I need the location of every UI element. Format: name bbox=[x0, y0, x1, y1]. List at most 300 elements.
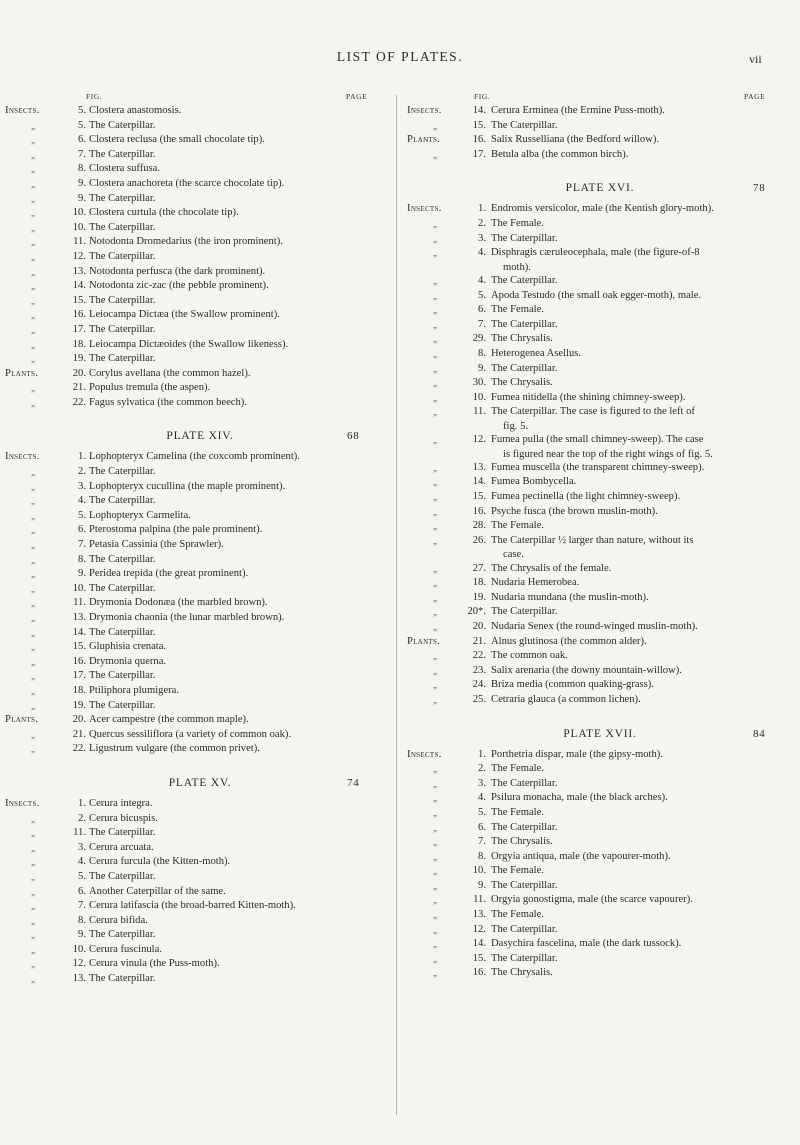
figure-number: 6. bbox=[78, 885, 86, 897]
figure-number: 5. bbox=[78, 105, 86, 116]
entry-text: Orgyia antiqua, male (the vapourer-moth). bbox=[491, 850, 671, 862]
list-item bbox=[400, 475, 800, 490]
ditto-mark: „ bbox=[31, 554, 35, 565]
entry-text: Fumea pectinella (the light chimney-sweep). bbox=[491, 491, 681, 503]
ditto-mark: „ bbox=[31, 583, 35, 594]
figure-number: 13. bbox=[72, 973, 86, 985]
column-divider bbox=[396, 95, 397, 1115]
entry-text: Lophopteryx cucullina (the maple prominent). bbox=[89, 480, 286, 492]
figure-number: 21. bbox=[72, 382, 86, 394]
ditto-mark: „ bbox=[31, 397, 35, 408]
entry-text: Clostera suffusa. bbox=[89, 163, 161, 175]
list-item bbox=[0, 972, 400, 987]
ditto-mark: „ bbox=[31, 383, 35, 394]
figure-number: 10. bbox=[72, 582, 86, 594]
figure-number: 2. bbox=[478, 763, 486, 775]
entry-text: Fumea nitidella (the shining chimney-sweep). bbox=[491, 391, 686, 403]
entry-text: Leiocampa Dictæoides (the Swallow likeness). bbox=[89, 338, 289, 350]
figure-number: 14. bbox=[472, 105, 486, 116]
entry-text: The Caterpillar. bbox=[491, 318, 558, 330]
figure-number: 12. bbox=[72, 958, 86, 970]
figure-number: 4. bbox=[478, 274, 486, 286]
ditto-mark: „ bbox=[433, 477, 437, 488]
list-item bbox=[0, 713, 400, 728]
figure-number: 11. bbox=[73, 236, 86, 248]
figure-number: 28. bbox=[472, 520, 486, 532]
entry-text: The Female. bbox=[491, 909, 544, 921]
entry-text: The Caterpillar. bbox=[89, 495, 156, 507]
list-item bbox=[400, 362, 800, 377]
ditto-mark: „ bbox=[31, 164, 35, 175]
figure-number: 12. bbox=[472, 923, 486, 935]
ditto-mark: „ bbox=[433, 492, 437, 503]
list-item bbox=[400, 791, 800, 806]
ditto-mark: „ bbox=[433, 233, 437, 244]
right-column bbox=[400, 92, 800, 981]
figure-number: 8. bbox=[78, 163, 86, 175]
figure-number: 24. bbox=[472, 679, 486, 691]
list-item bbox=[0, 221, 400, 236]
entry-text: Salix arenaria (the downy mountain-willow). bbox=[491, 664, 682, 676]
ditto-mark: „ bbox=[433, 363, 437, 374]
figure-number: 4. bbox=[78, 495, 86, 507]
list-item bbox=[0, 928, 400, 943]
entry-text: Drymonia chaonia (the lunar marbled brown). bbox=[89, 612, 285, 623]
entry-text: The Caterpillar. bbox=[89, 148, 156, 160]
ditto-mark: „ bbox=[433, 778, 437, 789]
ditto-mark: „ bbox=[433, 535, 437, 546]
ditto-mark: „ bbox=[31, 525, 35, 536]
figure-number: 17. bbox=[72, 670, 86, 682]
list-item bbox=[0, 582, 400, 597]
list-item bbox=[0, 465, 400, 480]
plate-page: 84 bbox=[753, 727, 766, 740]
figure-number: 27. bbox=[472, 562, 486, 574]
entry-text: Lophopteryx Camelina (the coxcomb prominent). bbox=[89, 451, 300, 463]
entry-text: The common oak. bbox=[491, 650, 568, 662]
figure-number: 9. bbox=[78, 929, 86, 941]
figure-number: 4. bbox=[478, 792, 486, 804]
figure-number: 8. bbox=[78, 914, 86, 926]
category-label: Plants. bbox=[407, 134, 441, 146]
figure-number: 7. bbox=[478, 836, 486, 848]
ditto-mark: „ bbox=[31, 886, 35, 897]
list-item bbox=[0, 133, 400, 148]
figure-number: 16. bbox=[472, 505, 486, 517]
left-column bbox=[0, 92, 400, 987]
ditto-mark: „ bbox=[31, 295, 35, 306]
entry-text: The Caterpillar. bbox=[491, 232, 558, 244]
ditto-mark: „ bbox=[433, 764, 437, 775]
entry-text: Another Caterpillar of the same. bbox=[89, 885, 226, 897]
ditto-mark: „ bbox=[31, 266, 35, 277]
ditto-mark: „ bbox=[433, 837, 437, 848]
ditto-mark: „ bbox=[31, 613, 35, 623]
figure-number: 9. bbox=[78, 177, 86, 189]
figure-number: 16. bbox=[72, 309, 86, 321]
entry-text: Petasia Cassinia (the Sprawler). bbox=[89, 539, 224, 551]
list-item bbox=[400, 246, 800, 261]
list-item bbox=[400, 289, 800, 304]
figure-number: 3. bbox=[78, 480, 86, 492]
list-item bbox=[400, 591, 800, 606]
list-item bbox=[0, 655, 400, 670]
list-item bbox=[0, 338, 400, 353]
ditto-mark: „ bbox=[31, 642, 35, 653]
entry-text: Pterostoma palpina (the pale prominent). bbox=[89, 524, 263, 536]
list-item bbox=[0, 841, 400, 856]
ditto-mark: „ bbox=[31, 354, 35, 365]
entry-text: The Caterpillar. bbox=[491, 923, 558, 935]
ditto-mark: „ bbox=[433, 392, 437, 403]
entry-text: Ptiliphora plumigera. bbox=[89, 684, 180, 696]
entry-text: The Caterpillar. bbox=[89, 294, 156, 306]
figure-number: 9. bbox=[478, 879, 486, 891]
list-item bbox=[400, 332, 800, 347]
entry-text: The Chrysalis. bbox=[491, 333, 553, 345]
figure-number: 16. bbox=[472, 134, 486, 146]
entry-text: The Caterpillar. bbox=[491, 821, 558, 833]
list-item bbox=[400, 318, 800, 333]
figure-number: 1. bbox=[478, 203, 486, 215]
figure-number: 10. bbox=[72, 207, 86, 219]
figure-number: 17. bbox=[72, 323, 86, 335]
list-item bbox=[0, 699, 400, 714]
figure-number: 9. bbox=[478, 362, 486, 374]
ditto-mark: „ bbox=[433, 651, 437, 662]
figure-number: 19. bbox=[472, 591, 486, 603]
ditto-mark: „ bbox=[31, 120, 35, 131]
category-label: Insects. bbox=[407, 203, 442, 215]
list-item bbox=[0, 294, 400, 309]
plate-title: PLATE XIV. bbox=[166, 430, 234, 443]
ditto-mark: „ bbox=[31, 496, 35, 507]
list-item bbox=[0, 899, 400, 914]
entry-text: The Caterpillar. The case is figured to the left of bbox=[491, 406, 695, 418]
list-item bbox=[0, 553, 400, 568]
list-item bbox=[0, 352, 400, 367]
list-item bbox=[400, 148, 800, 163]
list-item bbox=[400, 678, 800, 693]
figure-number: 13. bbox=[472, 909, 486, 921]
ditto-mark: „ bbox=[31, 901, 35, 912]
list-item bbox=[400, 274, 800, 289]
ditto-mark: „ bbox=[31, 871, 35, 882]
figure-number: 2. bbox=[78, 812, 86, 824]
list-item bbox=[400, 376, 800, 391]
ditto-mark: „ bbox=[31, 944, 35, 955]
category-label: Insects. bbox=[5, 105, 40, 116]
figure-number: 6. bbox=[478, 304, 486, 316]
ditto-mark: „ bbox=[433, 851, 437, 862]
entry-text: The Caterpillar. bbox=[491, 119, 558, 131]
entry-text: The Caterpillar. bbox=[89, 582, 156, 594]
list-item bbox=[0, 381, 400, 396]
ditto-mark: „ bbox=[433, 435, 437, 446]
list-item bbox=[400, 405, 800, 420]
figure-number: 13. bbox=[472, 461, 486, 473]
figure-number: 6. bbox=[78, 134, 86, 146]
entry-text: fig. 5. bbox=[503, 420, 529, 432]
ditto-mark: „ bbox=[31, 974, 35, 985]
entry-text: The Caterpillar. bbox=[89, 221, 156, 233]
figure-number: 11. bbox=[73, 597, 86, 609]
list-item bbox=[400, 821, 800, 836]
entry-text: The Caterpillar. bbox=[89, 670, 156, 682]
list-item bbox=[400, 119, 800, 134]
plate-heading bbox=[0, 422, 400, 450]
entry-text: Cerura bifida. bbox=[89, 914, 148, 926]
list-item bbox=[0, 323, 400, 338]
entry-text: Psilura monacha, male (the black arches). bbox=[491, 792, 668, 804]
ditto-mark: „ bbox=[31, 842, 35, 853]
ditto-mark: „ bbox=[31, 467, 35, 478]
ditto-mark: „ bbox=[31, 959, 35, 970]
fig-page-header bbox=[400, 92, 800, 104]
ditto-mark: „ bbox=[433, 120, 437, 131]
ditto-mark: „ bbox=[433, 793, 437, 804]
page-number: vii bbox=[749, 52, 762, 66]
figure-number: 5. bbox=[478, 289, 486, 301]
category-label: Insects. bbox=[407, 105, 442, 116]
plate-title: PLATE XVII. bbox=[563, 727, 637, 740]
figure-number: 7. bbox=[78, 148, 86, 160]
figure-number: 25. bbox=[472, 693, 486, 705]
figure-number: 3. bbox=[478, 777, 486, 789]
ditto-mark: „ bbox=[31, 569, 35, 580]
entry-text: The Caterpillar. bbox=[491, 274, 558, 286]
ditto-mark: „ bbox=[433, 895, 437, 906]
figure-number: 14. bbox=[72, 280, 86, 292]
entry-text: The Caterpillar. bbox=[89, 353, 156, 365]
list-item bbox=[0, 855, 400, 870]
figure-number: 20. bbox=[472, 620, 486, 632]
entry-text: The Caterpillar. bbox=[89, 973, 156, 985]
page-label: PAGE bbox=[346, 92, 368, 101]
figure-number: 9. bbox=[78, 568, 86, 580]
entry-text: The Chrysalis. bbox=[491, 967, 553, 979]
list-item bbox=[0, 684, 400, 699]
list-item bbox=[0, 177, 400, 192]
entry-text: The Chrysalis of the female. bbox=[491, 562, 612, 574]
ditto-mark: „ bbox=[31, 540, 35, 551]
entry-text: The Caterpillar ½ larger than nature, without its bbox=[491, 534, 694, 546]
figure-number: 15. bbox=[472, 119, 486, 131]
entry-text: Orgyia gonostigma, male (the scarce vapourer). bbox=[491, 894, 693, 906]
list-item bbox=[400, 893, 800, 908]
entry-text: Cerura latifascia (the broad-barred Kitten-moth). bbox=[89, 900, 296, 912]
entry-text: Clostera anachoreta (the scarce chocolate tip). bbox=[89, 177, 285, 189]
entry-continuation bbox=[400, 420, 800, 433]
ditto-mark: „ bbox=[31, 481, 35, 492]
entry-text: Fumea pulla (the small chimney-sweep). The case bbox=[491, 434, 704, 446]
figure-number: 18. bbox=[72, 684, 86, 696]
list-item bbox=[400, 133, 800, 148]
figure-number: 1. bbox=[78, 451, 86, 463]
ditto-mark: „ bbox=[31, 178, 35, 189]
entry-text: Cerura arcuata. bbox=[89, 841, 154, 853]
ditto-mark: „ bbox=[433, 665, 437, 676]
list-item bbox=[0, 523, 400, 538]
figure-number: 26. bbox=[472, 534, 486, 546]
figure-number: 7. bbox=[478, 318, 486, 330]
list-item bbox=[0, 957, 400, 972]
entry-text: Salix Russelliana (the Bedford willow). bbox=[491, 134, 659, 146]
list-item bbox=[400, 966, 800, 981]
ditto-mark: „ bbox=[31, 135, 35, 146]
ditto-mark: „ bbox=[31, 324, 35, 335]
ditto-mark: „ bbox=[433, 680, 437, 691]
figure-number: 7. bbox=[78, 539, 86, 551]
entry-continuation bbox=[400, 261, 800, 274]
list-item bbox=[400, 217, 800, 232]
entry-text: The Caterpillar. bbox=[89, 466, 156, 478]
ditto-mark: „ bbox=[31, 222, 35, 233]
list-item bbox=[400, 232, 800, 247]
figure-number: 29. bbox=[472, 333, 486, 345]
figure-number: 11. bbox=[73, 827, 86, 839]
ditto-mark: „ bbox=[433, 149, 437, 160]
figure-number: 4. bbox=[78, 856, 86, 868]
figure-number: 21. bbox=[72, 728, 86, 740]
ditto-mark: „ bbox=[433, 275, 437, 286]
list-item bbox=[400, 777, 800, 792]
figure-number: 17. bbox=[472, 148, 486, 160]
ditto-mark: „ bbox=[433, 407, 437, 418]
list-item bbox=[0, 885, 400, 900]
list-item bbox=[0, 206, 400, 221]
spacer bbox=[0, 410, 400, 422]
figure-number: 20. bbox=[72, 714, 86, 726]
entry-text: The Caterpillar. bbox=[491, 606, 558, 618]
entry-text: Corylus avellana (the common hazel). bbox=[89, 367, 251, 379]
entry-text: The Caterpillar. bbox=[89, 250, 156, 262]
entry-text: Disphragis cæruleocephala, male (the figure-of-8 bbox=[491, 247, 700, 259]
ditto-mark: „ bbox=[433, 506, 437, 517]
figure-number: 5. bbox=[478, 806, 486, 818]
list-item bbox=[0, 509, 400, 524]
list-item bbox=[400, 908, 800, 923]
entry-text: Apoda Testudo (the small oak egger-moth), male. bbox=[491, 289, 702, 301]
ditto-mark: „ bbox=[31, 744, 35, 755]
figure-number: 8. bbox=[478, 347, 486, 359]
figure-number: 18. bbox=[72, 338, 86, 350]
list-item bbox=[400, 864, 800, 879]
list-item bbox=[400, 664, 800, 679]
list-item bbox=[400, 534, 800, 549]
figure-number: 10. bbox=[72, 221, 86, 233]
entry-text: Cerura furcula (the Kitten-moth). bbox=[89, 856, 231, 868]
ditto-mark: „ bbox=[31, 729, 35, 740]
ditto-mark: „ bbox=[433, 968, 437, 979]
list-item bbox=[400, 576, 800, 591]
figure-number: 2. bbox=[78, 466, 86, 478]
figure-number: 6. bbox=[478, 821, 486, 833]
ditto-mark: „ bbox=[31, 251, 35, 262]
entry-text: case. bbox=[503, 549, 524, 561]
list-item bbox=[400, 461, 800, 476]
list-item bbox=[400, 748, 800, 763]
ditto-mark: „ bbox=[31, 915, 35, 926]
ditto-mark: „ bbox=[31, 813, 35, 824]
entry-text: Betula alba (the common birch). bbox=[491, 148, 629, 160]
figure-number: 13. bbox=[72, 612, 86, 623]
ditto-mark: „ bbox=[433, 621, 437, 632]
entry-text: The Female. bbox=[491, 865, 544, 877]
list-item bbox=[400, 649, 800, 664]
entry-text: Fumea muscella (the transparent chimney-sweep). bbox=[491, 461, 705, 473]
entry-text: Dasychira fascelina, male (the dark tussock). bbox=[491, 938, 682, 950]
list-item bbox=[0, 480, 400, 495]
entry-text: Notodonta zic-zac (the pebble prominent). bbox=[89, 280, 269, 292]
list-item bbox=[400, 879, 800, 894]
ditto-mark: „ bbox=[31, 193, 35, 204]
list-item bbox=[0, 797, 400, 812]
entry-text: The Caterpillar. bbox=[89, 870, 156, 882]
ditto-mark: „ bbox=[31, 310, 35, 321]
figure-number: 14. bbox=[472, 476, 486, 488]
entry-text: The Caterpillar. bbox=[491, 777, 558, 789]
plate-page: 78 bbox=[753, 182, 766, 195]
ditto-mark: „ bbox=[31, 656, 35, 667]
list-item bbox=[0, 450, 400, 465]
list-item bbox=[0, 538, 400, 553]
figure-number: 22. bbox=[72, 743, 86, 755]
entry-text: Clostera anastomosis. bbox=[89, 105, 182, 116]
list-item bbox=[0, 812, 400, 827]
entry-text: Ligustrum vulgare (the common privet). bbox=[89, 743, 260, 755]
list-item bbox=[400, 202, 800, 217]
entry-text: Cetraria glauca (a common lichen). bbox=[491, 693, 641, 705]
entry-text: Peridea trepida (the great prominent). bbox=[89, 568, 249, 580]
entry-text: Nudaria Senex (the round-winged muslin-moth). bbox=[491, 620, 698, 632]
plate-heading bbox=[0, 769, 400, 797]
ditto-mark: „ bbox=[433, 607, 437, 618]
plate-page: 74 bbox=[347, 776, 360, 789]
figure-number: 14. bbox=[72, 626, 86, 638]
list-item bbox=[400, 605, 800, 620]
list-item bbox=[400, 391, 800, 406]
entry-text: Notodonta perfusca (the dark prominent). bbox=[89, 265, 266, 277]
figure-number: 12. bbox=[472, 434, 486, 446]
list-item bbox=[0, 567, 400, 582]
figure-number: 15. bbox=[72, 641, 86, 653]
figure-number: 16. bbox=[472, 967, 486, 979]
ditto-mark: „ bbox=[433, 910, 437, 921]
entry-text: The Caterpillar. bbox=[89, 626, 156, 638]
figure-number: 9. bbox=[78, 192, 86, 204]
ditto-mark: „ bbox=[433, 592, 437, 603]
entry-text: The Caterpillar. bbox=[89, 699, 156, 711]
list-item bbox=[0, 826, 400, 841]
ditto-mark: „ bbox=[433, 694, 437, 705]
list-item bbox=[400, 835, 800, 850]
figure-number: 20. bbox=[72, 367, 86, 379]
entry-text: The Caterpillar. bbox=[89, 119, 156, 131]
page-title: LIST OF PLATES. bbox=[336, 49, 464, 64]
entry-text: Nudaria Hemerobea. bbox=[491, 577, 580, 589]
list-item bbox=[0, 104, 400, 119]
ditto-mark: „ bbox=[31, 828, 35, 839]
plate-title: PLATE XV. bbox=[168, 776, 232, 789]
entry-text: Endromis versicolor, male (the Kentish glory-moth). bbox=[491, 203, 714, 215]
figure-number: 20*. bbox=[467, 606, 486, 618]
list-item bbox=[400, 923, 800, 938]
list-item bbox=[0, 148, 400, 163]
fig-label: FIG. bbox=[474, 92, 491, 101]
ditto-mark: „ bbox=[433, 462, 437, 473]
ditto-mark: „ bbox=[31, 237, 35, 248]
